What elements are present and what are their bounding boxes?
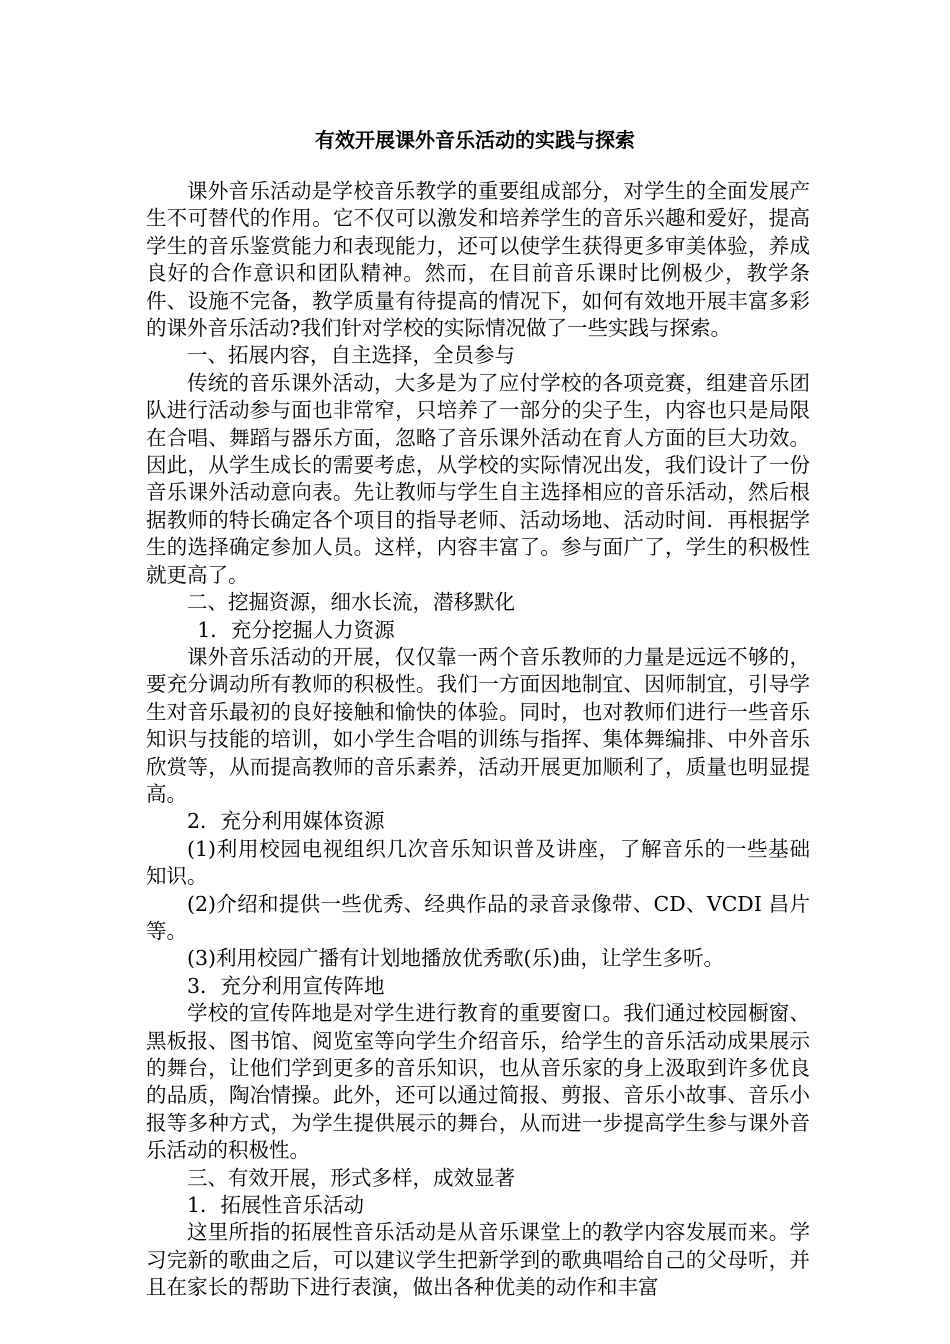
document-title: 有效开展课外音乐活动的实践与探索 xyxy=(315,128,635,152)
paragraph: 这里所指的拓展性音乐活动是从音乐课堂上的教学内容发展而来。学习完新的歌曲之后，可以建议学生把新学到的歌典唱给自己的父母听，并且在家长的帮助下进行表演，做出各种优美的动作和丰富 xyxy=(146,1220,810,1300)
paragraph: 传统的音乐课外活动，大多是为了应付学校的各项竞赛，组建音乐团队进行活动参与面也非常窄，只培养了一部分的尖子生，内容也只是局限在合唱、舞蹈与器乐方面，忽略了音乐课外活动在育人方面的巨大功效。因此，从学生成长的需要考虑，从学校的实际情况出发，我们设计了一份音乐课外活动意向表。先让教师与学生自主选择相应的音乐活动，然后根据教师的特长确定各个项目的指导老师、活动场地、活动时间．再根据学生的选择确定参加人员。这样，内容丰富了。参与面广了，学生的积极性就更高了。 xyxy=(146,370,810,587)
subsection-heading: 3．充分利用宣传阵地 xyxy=(187,973,385,998)
section-heading: 二、挖掘资源，细水长流，潜移默化 xyxy=(187,590,515,615)
subsection-heading: 2．充分利用媒体资源 xyxy=(187,809,385,834)
subsection-heading: 1．拓展性音乐活动 xyxy=(187,1193,365,1218)
document-body xyxy=(146,178,810,1302)
paragraph: 课外音乐活动的开展，仅仅靠一两个音乐教师的力量是远远不够的，要充分调动所有教师的积极性。我们一方面因地制宜、因师制宜，引导学生对音乐最初的良好接触和愉快的体验。同时，也对教师们进行一些音乐知识与技能的培训，如小学生合唱的训练与指挥、集体舞编排、中外音乐欣赏等，从而提高教师的音乐素养，活动开展更加顺利了，质量也明显提高。 xyxy=(146,644,810,806)
list-item: (3)利用校园广播有计划地播放优秀歌(乐)曲，让学生多听。 xyxy=(187,946,725,971)
list-item: (2)介绍和提供一些优秀、经典作品的录音录像带、CD、VCDI 昌片等。 xyxy=(146,891,810,943)
section-heading: 三、有效开展，形式多样，成效显著 xyxy=(187,1165,515,1190)
paragraph: 学校的宣传阵地是对学生进行教育的重要窗口。我们通过校园橱窗、黑板报、图书馆、阅览室等向学生介绍音乐，给学生的音乐活动成果展示的舞台，让他们学到更多的音乐知识，也从音乐家的身上汲取到许多优良的品质，陶冶情操。此外，还可以通过简报、剪报、音乐小故事、音乐小报等多种方式，为学生提供展示的舞台，从而进一步提高学生参与课外音乐活动的积极性。 xyxy=(146,1001,810,1163)
list-item: (1)利用校园电视组织几次音乐知识普及讲座，了解音乐的一些基础知识。 xyxy=(146,836,810,889)
subsection-heading: 1．充分挖掘人力资源 xyxy=(197,617,395,642)
paragraph: 课外音乐活动是学校音乐教学的重要组成部分，对学生的全面发展产生不可替代的作用。它不仅可以激发和培养学生的音乐兴趣和爱好，提高学生的音乐鉴赏能力和表现能力，还可以使学生获得更多审美体验，养成良好的合作意识和团队精神。然而，在目前音乐课时比例极少，教学条件、设施不完备，教学质量有待提高的情况下，如何有效地开展丰富多彩的课外音乐活动?我们针对学校的实际情况做了一些实践与探索。 xyxy=(146,179,810,341)
section-heading: 一、拓展内容，自主选择，全员参与 xyxy=(187,343,515,368)
